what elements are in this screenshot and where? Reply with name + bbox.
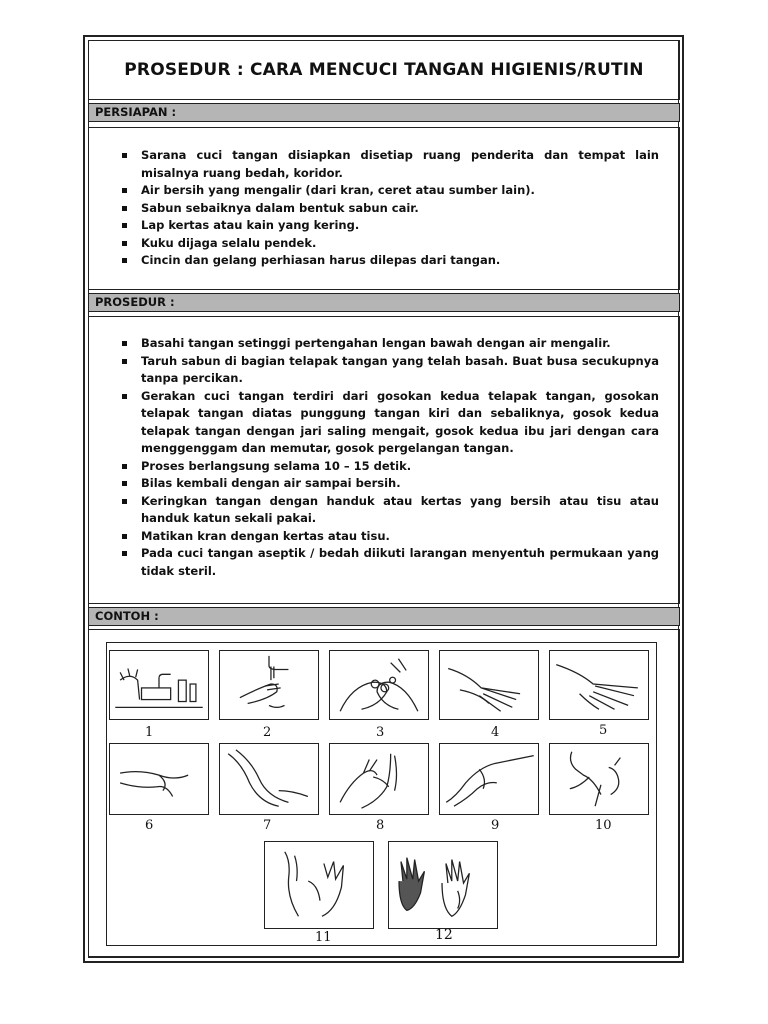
contoh-section bbox=[88, 629, 680, 957]
persiapan-list bbox=[119, 147, 659, 270]
list-item: Air bersih yang mengalir (dari kran, ceret atau sumber lain). bbox=[119, 182, 659, 200]
list-item: Matikan kran dengan kertas atau tisu. bbox=[119, 528, 659, 546]
step-2-image bbox=[219, 650, 319, 720]
step-12-image bbox=[388, 841, 498, 929]
step-10-image bbox=[549, 743, 649, 815]
step-number: 4 bbox=[491, 725, 500, 740]
step-5-image bbox=[549, 650, 649, 720]
list-item: Taruh sabun di bagian telapak tangan yang telah basah. Buat busa secukupnya tanpa percikan. bbox=[119, 353, 659, 388]
step-4-image bbox=[439, 650, 539, 720]
prosedur-heading: PROSEDUR : bbox=[88, 293, 680, 312]
step-number: 7 bbox=[263, 818, 272, 833]
list-item: Cincin dan gelang perhiasan harus dilepas dari tangan. bbox=[119, 252, 659, 270]
step-6-image bbox=[109, 743, 209, 815]
step-number: 12 bbox=[435, 927, 453, 943]
list-item: Basahi tangan setinggi pertengahan lengan bawah dengan air mengalir. bbox=[119, 335, 659, 353]
step-number: 2 bbox=[263, 725, 272, 740]
list-item: Lap kertas atau kain yang kering. bbox=[119, 217, 659, 235]
list-item: Gerakan cuci tangan terdiri dari gosokan kedua telapak tangan, gosokan telapak tangan diatas punggung tangan kiri dan sebaliknya, gosok kedua telapak tangan dengan jari saling mengait, gosok kedua ibu jari dengan cara menggenggam dan memutar, gosok pergelangan tangan. bbox=[119, 388, 659, 458]
prosedur-list bbox=[119, 335, 659, 580]
step-number: 6 bbox=[145, 818, 154, 833]
step-9-image bbox=[439, 743, 539, 815]
list-item: Pada cuci tangan aseptik / bedah diikuti larangan menyentuh permukaan yang tidak steril. bbox=[119, 545, 659, 580]
list-item: Proses berlangsung selama 10 – 15 detik. bbox=[119, 458, 659, 476]
step-number: 5 bbox=[599, 723, 608, 738]
page-title: PROSEDUR : CARA MENCUCI TANGAN HIGIENIS/RUTIN bbox=[124, 60, 644, 80]
handwash-illustration bbox=[106, 642, 657, 946]
contoh-heading: CONTOH : bbox=[88, 607, 680, 626]
step-3-image bbox=[329, 650, 429, 720]
list-item: Keringkan tangan dengan handuk atau kertas yang bersih atau tisu atau handuk katun sekali pakai. bbox=[119, 493, 659, 528]
step-8-image bbox=[329, 743, 429, 815]
list-item: Kuku dijaga selalu pendek. bbox=[119, 235, 659, 253]
title-box bbox=[88, 40, 680, 100]
prosedur-section bbox=[88, 316, 680, 604]
list-item: Bilas kembali dengan air sampai bersih. bbox=[119, 475, 659, 493]
step-number: 1 bbox=[145, 725, 154, 740]
list-item: Sabun sebaiknya dalam bentuk sabun cair. bbox=[119, 200, 659, 218]
step-number: 8 bbox=[376, 818, 385, 833]
persiapan-section bbox=[88, 127, 680, 290]
step-number: 9 bbox=[491, 818, 500, 833]
step-11-image bbox=[264, 841, 374, 929]
step-number: 11 bbox=[315, 930, 332, 945]
step-1-image bbox=[109, 650, 209, 720]
step-number: 3 bbox=[376, 725, 385, 740]
list-item: Sarana cuci tangan disiapkan disetiap ruang penderita dan tempat lain misalnya ruang bedah, koridor. bbox=[119, 147, 659, 182]
step-number: 10 bbox=[595, 818, 612, 833]
persiapan-heading: PERSIAPAN : bbox=[88, 103, 680, 122]
step-7-image bbox=[219, 743, 319, 815]
